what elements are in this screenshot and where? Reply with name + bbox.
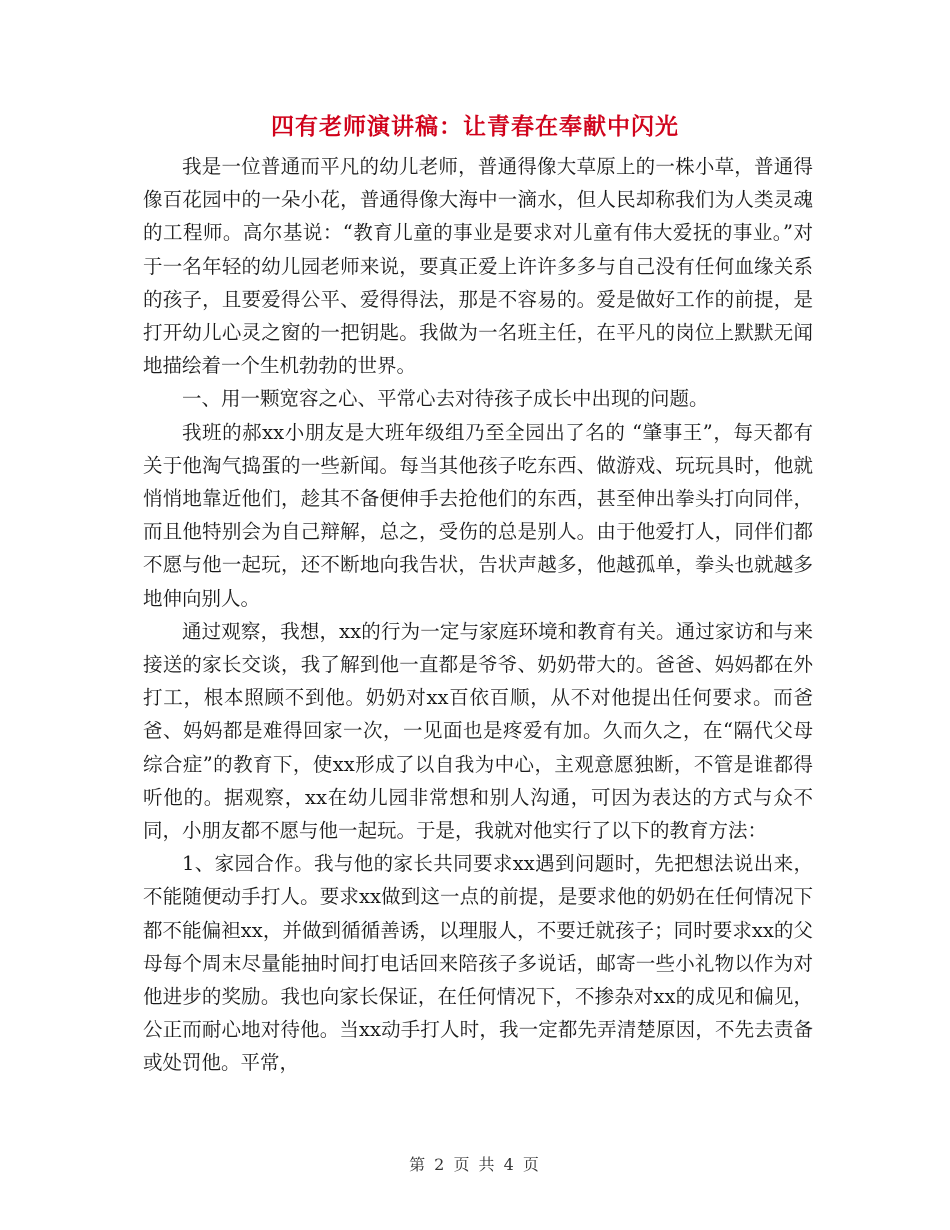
paragraph: 我是一位普通而平凡的幼儿老师，普通得像大草原上的一株小草，普通得像百花园中的一朵小花，普通得像大海中一滴水，但人民却称我们为人类灵魂的工程师。高尔基说：“教育儿童的事业是要求对儿童有伟大爱抚的事业。”对于一名年轻的幼儿园老师来说，要真正爱上许许多多与自己没有任何血缘关系的孩子，且要爱得公平、爱得得法，那是不容易的。爱是做好工作的前提，是打开幼儿心灵之窗的一把钥匙。我做为一名班主任，在平凡的岗位上默默无闻地描绘着一个生机勃勃的世界。: [143, 155, 813, 378]
document-body: [143, 150, 813, 1080]
document-title: 四有老师演讲稿：让青春在奉献中闪光: [271, 113, 679, 140]
paragraph: 通过观察，我想，xx的行为一定与家庭环境和教育有关。通过家访和与来接送的家长交谈，我了解到他一直都是爷爷、奶奶带大的。爸爸、妈妈都在外打工，根本照顾不到他。奶奶对xx百依百顺，从不对他提出任何要求。而爸爸、妈妈都是难得回家一次，一见面也是疼爱有加。久而久之，在“隔代父母综合症”的教育下，使xx形成了以自我为中心，主观意愿独断，不管是谁都得听他的。据观察，xx在幼儿园非常想和别人沟通，可因为表达的方式与众不同，小朋友都不愿与他一起玩。于是，我就对他实行了以下的教育方法：: [143, 619, 813, 843]
page-footer: 第 2 页 共 4 页: [409, 1155, 541, 1174]
section-heading: 一、用一颗宽容之心、平常心去对待孩子成长中出现的问题。: [182, 387, 709, 411]
paragraph: 1、家园合作。我与他的家长共同要求xx遇到问题时，先把想法说出来，不能随便动手打人。要求xx做到这一点的前提，是要求他的奶奶在任何情况下都不能偏袒xx，并做到循循善诱，以理服人，不要迁就孩子；同时要求xx的父母每个周末尽量能抽时间打电话回来陪孩子多说话，邮寄一些小礼物以作为对他进步的奖励。我也向家长保证，在任何情况下，不掺杂对xx的成见和偏见，公正而耐心地对待他。当xx动手打人时，我一定都先弄清楚原因，不先去责备或处罚他。平常，: [143, 852, 813, 1075]
paragraph: 我班的郝xx小朋友是大班年级组乃至全园出了名的 “肇事王”，每天都有关于他淘气捣蛋的一些新闻。每当其他孩子吃东西、做游戏、玩玩具时，他就悄悄地靠近他们，趁其不备便伸手去抢他们的东西，甚至伸出拳头打向同伴，而且他特别会为自己辩解，总之，受伤的总是别人。由于他爱打人，同伴们都不愿与他一起玩，还不断地向我告状，告状声越多，他越孤单，拳头也就越多地伸向别人。: [143, 420, 813, 610]
